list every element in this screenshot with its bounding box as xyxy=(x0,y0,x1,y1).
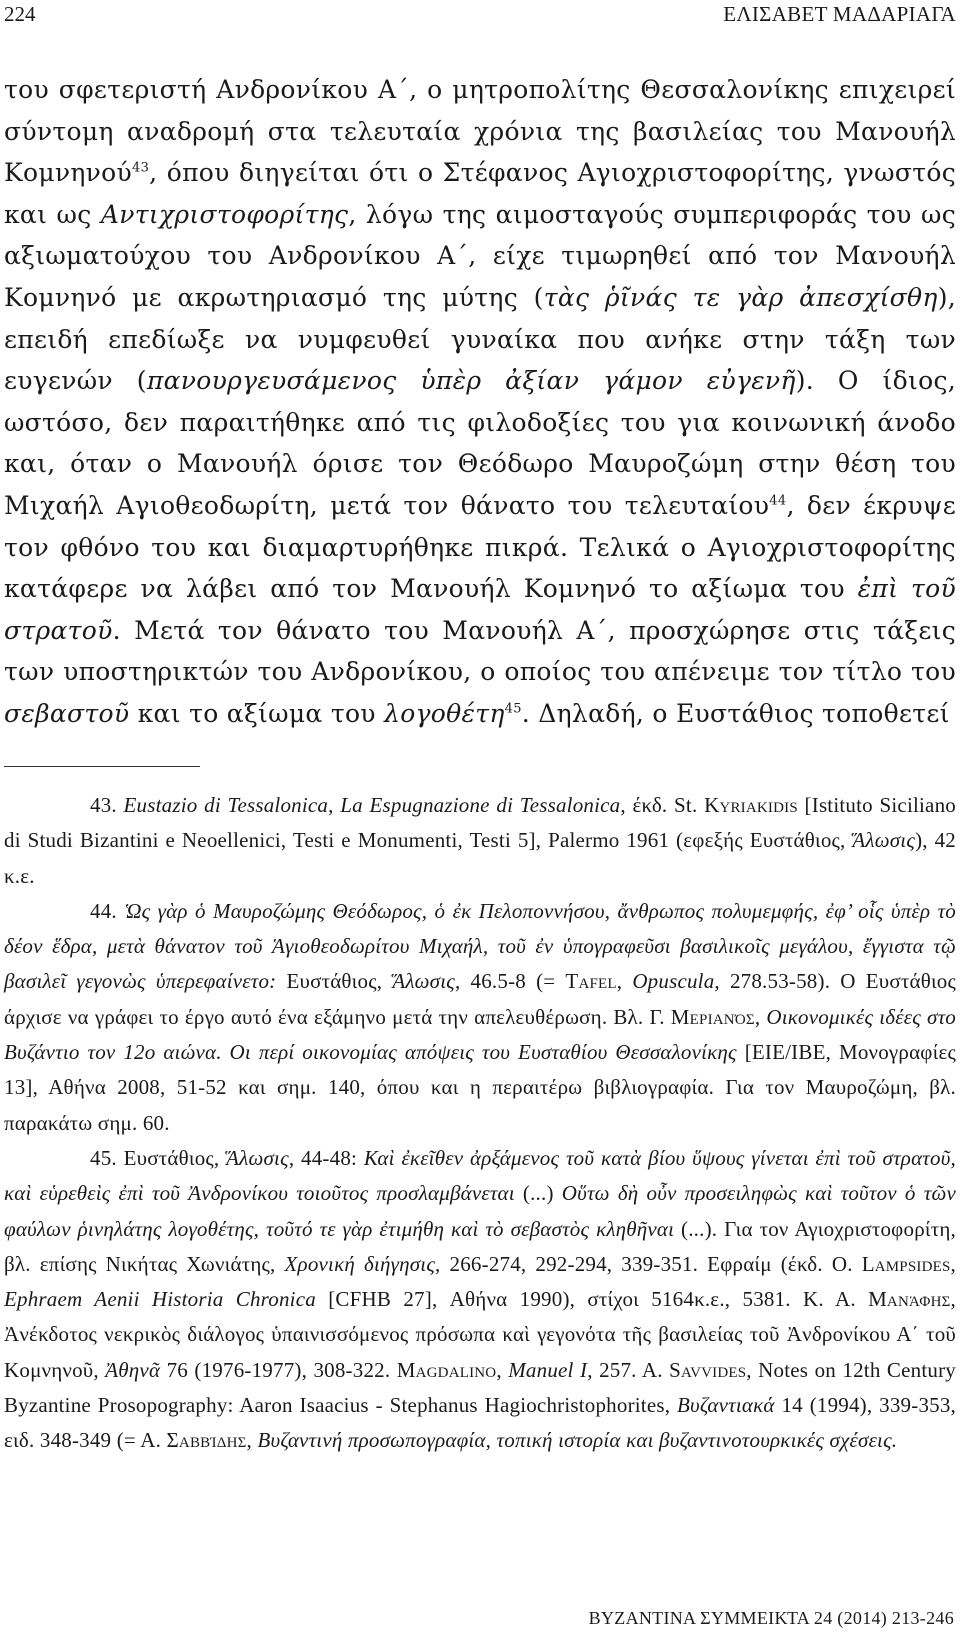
author-name: Kyriakidis xyxy=(704,793,798,817)
note-text: , Ἀνέκδοτος νεκρικὸς διάλογος ὑπαινισσόμενος πρόσωπα καὶ γεγονότα τῆς βασιλείας τοῦ Ἀνδρονίκου Α΄ τοῦ Κομνηνοῦ, xyxy=(4,1287,956,1382)
footnote-44 xyxy=(4,894,956,1141)
footnote-ref-45[interactable]: 45 xyxy=(504,701,522,717)
body-text: , λόγω της αιμοσταγούς συμπεριφοράς του ως αξιωματούχου του Ανδρονίκου Α΄, είχε τιμωρηθεί από τον Μανουήλ Κομνηνό με ακρωτηριασμό της μύτης ( xyxy=(4,199,956,312)
note-text: , 44-48: xyxy=(288,1145,364,1170)
body-text: ), επειδή επεδίωξε να νυμφευθεί γυναίκα που ανήκε στην τάξη των ευγενών ( xyxy=(4,282,956,396)
journal-footer: BYZANTINA ΣΥΜΜΕΙΚΤΑ 24 (2014) 213-246 xyxy=(588,1608,954,1628)
note-title: Χρονική διήγησις xyxy=(284,1251,436,1276)
note-title: Ἅλωσις xyxy=(392,969,455,994)
note-text: Ευστάθιος, xyxy=(276,969,393,994)
note-text: 14 (1994), 339-353, ειδ. 348-349 (= Α. xyxy=(4,1393,957,1453)
body-text: . Δηλαδή, ο Ευστάθιος τοποθετεί xyxy=(521,698,950,728)
body-text: ). Ο ίδιος, ωστόσο, δεν παραιτήθηκε από τις φιλοδοξίες του για κοινωνική άνοδο και, όταν ο Μανουήλ όρισε τον Θεόδωρο Μαυροζώμη στην θέση του Μιχαήλ Αγιοθεοδωρίτη, μετά τον θάνατο του τελευταίου xyxy=(4,366,956,520)
note-text: , 257. A. xyxy=(587,1357,670,1382)
body-text: . Μετά τον θάνατο του Μανουήλ Α΄, προσχώρησε στις τάξεις των υποστηρικτών του Ανδρονίκου, ο οποίος του απένειμε τον τίτλο του xyxy=(4,615,956,687)
running-head: ΕΛΙΣΑΒΕΤ ΜΑΔΑΡΙΑΓΑ xyxy=(723,2,956,26)
note-text: (...) xyxy=(514,1181,562,1206)
note-text: , Notes on 12th Century Byzantine Prosopography: Aaron Isaacius - Stephanus Hagiochristophorites, xyxy=(4,1357,956,1418)
body-text: και το αξίωμα του xyxy=(129,698,385,728)
note-text: , xyxy=(616,969,633,994)
italic-term: Αντιχριστοφορίτης xyxy=(100,199,349,229)
note-text: ), 42 κ.ε. xyxy=(4,828,956,888)
italic-term: ἐπὶ τοῦ στρατοῦ xyxy=(4,574,956,645)
note-title: Βυζαντιακά xyxy=(677,1393,775,1418)
note-title: Ἅλωσις xyxy=(852,828,916,853)
note-text: , 266-274, 292-294, 339-351. Εφραίμ (έκδ. O. xyxy=(435,1251,862,1276)
author-name: Lampsides xyxy=(861,1251,951,1276)
italic-term: λογοθέτη xyxy=(384,698,505,728)
note-title: Οικονομικές ιδέες στο Βυζάντιο τον 12ο αιώνα. Οι περί οικονομίας απόψεις του Ευσταθίου Θεσσαλονίκης xyxy=(4,1004,956,1065)
note-text: , xyxy=(496,1357,509,1382)
italic-term: σεβαστοῦ xyxy=(4,698,130,728)
note-quote: Ὡς γὰρ ὁ Μαυροζώμης Θεόδωρος, ὁ ἐκ Πελοποννήσου, ἄνθρωπος πολυμεμφής, ἐφ’ οἷς ὑπὲρ τὸ δέον ἕδρα, μετὰ θάνατον τοῦ Ἁγιοθεοδωρίτου Μιχαήλ, τοῦ ἐν ὑπογραφεῦσι βασιλικοῖς μεγάλου, ἔγγιστα τῷ βασιλεῖ γεγονὼς ὑπερεφαίνετο: xyxy=(4,898,956,994)
note-text: , 46.5-8 (= xyxy=(454,969,566,994)
note-text: 44. xyxy=(90,898,125,923)
note-text: , 278.53-58). Ο Ευστάθιος άρχισε να γράφει το έργο αυτό ένα εξάμηνο μετά την απελευθέρωση. Βλ. Γ. xyxy=(4,969,957,1029)
page-number: 224 xyxy=(4,2,36,26)
greek-quote: τὰς ῥῖνάς τε γὰρ ἀπεσχίσθη xyxy=(543,282,938,312)
note-quote: Οὕτω δὴ οὖν προσειληφὼς καὶ τοῦτον ὁ τῶν φαύλων ῥινηλάτης λογοθέτης, τοῦτό τε γὰρ ἐτιμήθη καὶ τὸ σεβαστὸς κληθῆναι xyxy=(4,1181,956,1241)
note-text: [ΕΙΕ/ΙΒΕ, Μονογραφίες 13], Αθήνα 2008, 51-52 και σημ. 140, όπου και η περαιτέρω βιβλιογραφία. Για τον Μαυροζώμη, βλ. παρακάτω σημ. 60. xyxy=(4,1040,956,1135)
footnote-ref-43[interactable]: 43 xyxy=(132,160,150,176)
note-title: Eustazio di Tessalonica, La Espugnazione di Tessalonica xyxy=(123,793,621,817)
author-name: Magdalino xyxy=(396,1357,497,1382)
note-text: [CFHB 27], Αθήνα 1990), στίχοι 5164κ.ε., 5381. Κ. Α. xyxy=(315,1287,869,1312)
footnote-43 xyxy=(4,788,956,894)
note-text: , έκδ. St. xyxy=(620,793,705,817)
note-title: Opuscula xyxy=(632,969,715,994)
note-text: (...). Για τον Αγιοχριστοφορίτη, βλ. επίσης Νικήτας Χωνιάτης, xyxy=(4,1216,956,1276)
note-title: Ἀθηνᾶ xyxy=(105,1357,161,1382)
body-text: του σφετεριστή Ανδρονίκου Α΄, ο μητροπολίτης Θεσσαλονίκης επιχειρεί σύντομη αναδρομή στα τελευταία χρόνια της βασιλείας του Μανουήλ Κομνηνού xyxy=(4,75,956,188)
note-text: 45. Ευστάθιος, xyxy=(90,1145,227,1170)
author-name: Μανάφης xyxy=(868,1287,951,1312)
page-header xyxy=(4,0,956,26)
note-text: 43. xyxy=(90,793,124,817)
author-name: Tafel xyxy=(565,969,617,994)
author-name: Σαββίδης xyxy=(166,1428,247,1453)
note-text: 76 (1976-1977), 308-322. xyxy=(160,1357,397,1382)
greek-quote: πανουργευσάμενος ὑπὲρ ἀξίαν γάμον εὐγενῆ xyxy=(146,366,796,396)
note-text: , xyxy=(950,1251,956,1276)
body-paragraph xyxy=(4,69,956,735)
note-quote: Καὶ ἐκεῖθεν ἀρξάμενος τοῦ κατὰ βίου ὕψους γίνεται ἐπὶ τοῦ στρατοῦ, καὶ εὑρεθεὶς ἐπὶ τοῦ Ἀνδρονίκου τοιοῦτος προσλαμβάνεται xyxy=(4,1145,956,1206)
body-text: , όπου διηγείται ότι ο Στέφανος Αγιοχριστοφορίτης, γνωστός και ως xyxy=(4,158,956,229)
main-text xyxy=(4,69,956,735)
note-title: Manuel I xyxy=(508,1357,588,1382)
note-title: Βυζαντινή προσωπογραφία, τοπική ιστορία και βυζαντινοτουρκικές σχέσεις. xyxy=(257,1428,898,1453)
footnote-ref-44[interactable]: 44 xyxy=(769,493,787,509)
note-text: , xyxy=(246,1428,258,1453)
note-text: , xyxy=(754,1004,767,1029)
body-text: , δεν έκρυψε τον φθόνο του και διαμαρτυρήθηκε πικρά. Τελικά ο Αγιοχριστοφορίτης κατάφερε να λάβει από τον Μανουήλ Κομνηνό το αξίωμα του xyxy=(4,490,957,604)
note-title: Ephraem Aenii Historia Chronica xyxy=(4,1287,316,1312)
author-name: Savvides xyxy=(669,1357,747,1382)
note-text: [Istituto Siciliano di Studi Bizantini e Neoellenici, Testi e Monumenti, Testi 5], Palermo 1961 (εφεξής Ευστάθιος, xyxy=(4,793,956,853)
footnotes xyxy=(4,788,956,1459)
footnote-separator xyxy=(4,766,200,767)
footnote-45 xyxy=(4,1141,956,1459)
note-title: Ἅλωσις xyxy=(226,1145,289,1170)
author-name: Μεριανός xyxy=(670,1004,755,1029)
